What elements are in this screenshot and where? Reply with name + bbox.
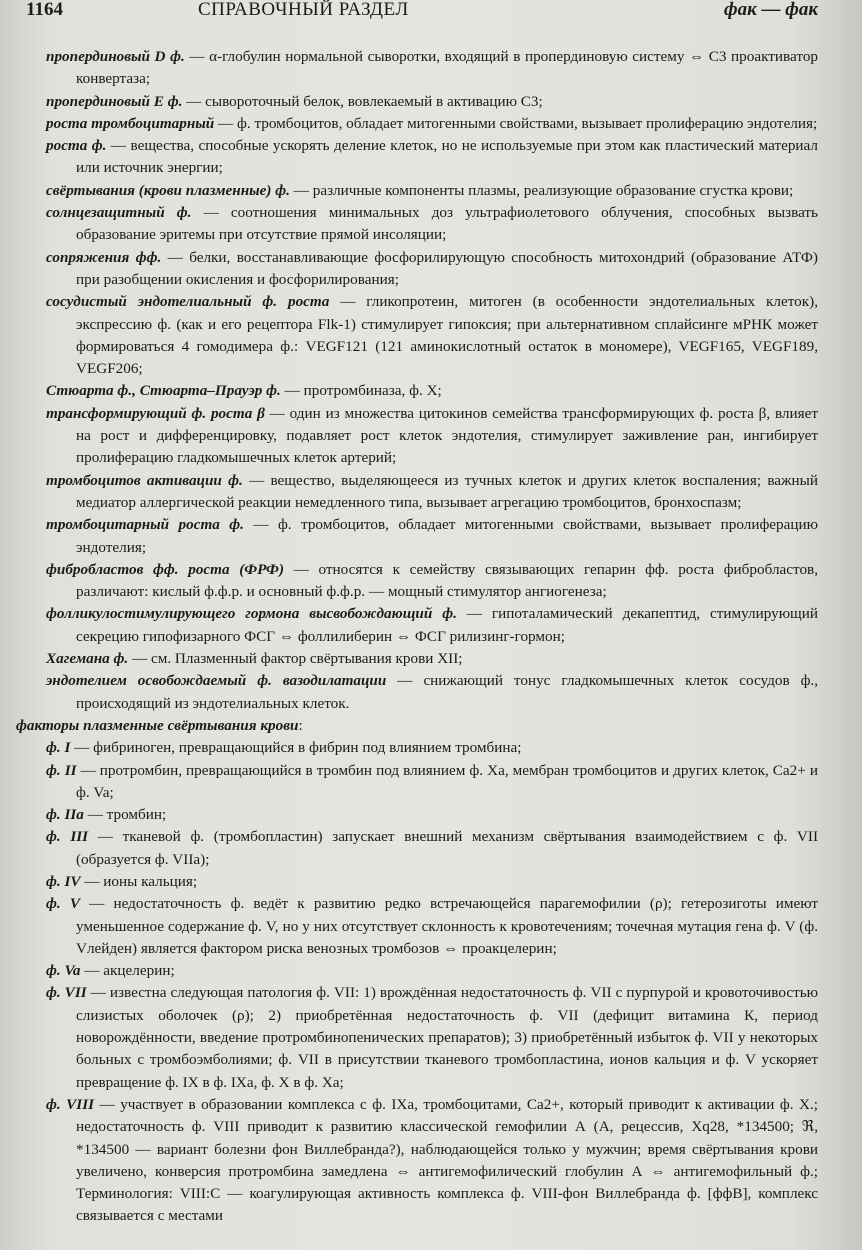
entry-definition: — различные компоненты плазмы, реализующие образование сгустка крови; bbox=[289, 181, 794, 199]
entry-definition: — фибриноген, превращающийся в фибрин под влиянием тромбина; bbox=[70, 739, 522, 757]
entry-term: тромбоцитов активации ф. bbox=[46, 471, 243, 489]
entry-term: фолликулостимулирующего гормона высвобождающий ф. bbox=[46, 605, 457, 623]
entry-definition: — соотношения минимальных доз ультрафиолетового облучения, способных вызвать образование эритемы при отсутствие прямой инсоляции; bbox=[76, 204, 818, 244]
entry-definition: — гликопротеин, митоген (в особенности эндотелиальных клеток), экспрессию ф. (как и его рецептора Flk-1) стимулирует гипоксия; при альтернативном сплайсинге мРНК может формироваться 4 гомодимера ф.: VEGF121 (121 аминокислотный остаток в мономере), VEGF165, VEGF189, VEGF206; bbox=[76, 293, 819, 378]
entry-definition: — снижающий тонус гладкомышечных клеток сосудов ф., происходящий из эндотелиальных клеток. bbox=[76, 672, 818, 712]
dictionary-entry bbox=[46, 670, 818, 715]
entry-term: ф. II bbox=[46, 761, 77, 779]
dictionary-entry bbox=[46, 470, 818, 515]
entry-term: эндотелием освобождаемый ф. вазодилатации bbox=[46, 672, 387, 690]
dictionary-entry bbox=[46, 982, 818, 1093]
dictionary-entry bbox=[46, 135, 818, 180]
page-header bbox=[0, 0, 862, 28]
dictionary-entry bbox=[46, 291, 818, 380]
dictionary-entry bbox=[46, 737, 818, 759]
dictionary-entry bbox=[46, 960, 818, 982]
dictionary-entry bbox=[46, 871, 818, 893]
entry-term: ф. VII bbox=[46, 984, 87, 1002]
entry-definition: — сывороточный белок, вовлекаемый в активацию С3; bbox=[182, 92, 543, 110]
entry-term: ф. IIa bbox=[46, 806, 84, 824]
entry-term: Хагемана ф. bbox=[46, 650, 129, 668]
entry-term: пропердиновый D ф. bbox=[46, 48, 185, 65]
section-title: СПРАВОЧНЫЙ РАЗДЕЛ bbox=[198, 0, 409, 20]
entry-term: роста ф. bbox=[46, 137, 107, 155]
dictionary-entry bbox=[46, 113, 818, 135]
entry-definition: — недостаточность ф. ведёт к развитию редко встречающейся парагемофилии (ρ); гетерозиготы имеют уменьшенное содержание ф. V, но у них отсутствует склонность к кровотечениям; точечная мутация гена ф. V (ф. Vлейден) является фактором риска венозных тромбозов ⇔ проакцелерин; bbox=[76, 895, 818, 957]
dictionary-entry bbox=[46, 893, 818, 960]
dictionary-body bbox=[16, 46, 819, 1228]
subheading: факторы плазменные свёртывания крови: bbox=[16, 716, 303, 734]
dictionary-entry bbox=[46, 559, 818, 604]
entry-list bbox=[46, 46, 818, 715]
entry-term: пропердиновый Е ф. bbox=[46, 92, 183, 110]
entry-definition: — см. Плазменный фактор свёртывания крови XII; bbox=[128, 650, 463, 668]
entry-term: ф. VIII bbox=[46, 1095, 95, 1113]
page-number: 1164 bbox=[26, 0, 63, 20]
dictionary-entry bbox=[46, 91, 818, 113]
entry-definition: — белки, восстанавливающие фосфорилирующую способность митохондрий (образование АТФ) при разобщении окисления и фосфорилирования; bbox=[76, 248, 818, 288]
entry-definition: — ионы кальция; bbox=[80, 872, 198, 890]
entry-definition: — известна следующая патология ф. VII: 1) врождённая недостаточность ф. VII с пурпурой и кровоточивостью слизистых оболочек (ρ); 2) приобретённая недостаточность ф. VII (дефицит витамина К, период новорождённости, введение протромбинопенических препаратов); 3) приобретённый избыток ф. VII у некоторых больных с тромбоэмболиями; ф. VII в присутствии тканевого тромбопластина, ионов кальция и ф. V ускоряет превращение ф. IX в ф. IXa, ф. X в ф. Xa; bbox=[76, 984, 818, 1091]
entry-term: сопряжения фф. bbox=[46, 248, 162, 266]
entry-definition: — ф. тромбоцитов, обладает митогенными свойствами, вызывает пролиферацию эндотелия; bbox=[214, 114, 818, 132]
dictionary-entry bbox=[46, 403, 818, 470]
dictionary-entry bbox=[46, 804, 818, 826]
entry-definition: — акцелерин; bbox=[80, 962, 175, 980]
entry-term: роста тромбоцитарный bbox=[46, 114, 215, 132]
entry-term: сосудистый эндотелиальный ф. роста bbox=[46, 293, 330, 311]
entry-term: ф. Va bbox=[46, 962, 81, 980]
dictionary-entry bbox=[46, 514, 818, 559]
entry-term: солнцезащитный ф. bbox=[46, 204, 192, 222]
entry-definition: — вещество, выделяющееся из тучных клеток и других клеток воспаления; важный медиатор аллергической реакции немедленного типа, вызывает агрегацию тромбоцитов, бронхоспазм; bbox=[76, 471, 819, 511]
entry-term: свёртывания (крови плазменные) ф. bbox=[46, 181, 290, 199]
dictionary-entry bbox=[46, 46, 818, 91]
entry-definition: — протромбин, превращающийся в тромбин под влиянием ф. Xa, мембран тромбоцитов и других клеток, Ca2+ и ф. Va; bbox=[76, 761, 818, 801]
entry-definition: — тромбин; bbox=[83, 806, 167, 824]
entry-definition: — α-глобулин нормальной сыворотки, входящий в пропердиновую систему ⇔ С3 проактиватор конвертаза; bbox=[76, 48, 819, 88]
entry-definition: — тканевой ф. (тромбопластин) запускает внешний механизм свёртывания взаимодействием с ф. VII (образуется ф. VIIa); bbox=[76, 828, 818, 868]
entry-definition: — протромбиназа, ф. X; bbox=[280, 382, 442, 400]
running-head: фак — фак bbox=[724, 0, 818, 20]
dictionary-entry bbox=[46, 826, 818, 871]
entry-term: ф. IV bbox=[46, 872, 81, 890]
dictionary-entry bbox=[46, 648, 818, 670]
entry-term: трансформирующий ф. роста β bbox=[46, 404, 265, 422]
subheading-term: факторы плазменные свёртывания крови bbox=[16, 716, 299, 734]
dictionary-entry bbox=[46, 380, 818, 402]
entry-definition: — участвует в образовании комплекса с ф. IXa, тромбоцитами, Ca2+, который приводит к активации ф. X.; недостаточность ф. VIII приводит к развитию классической гемофилии А (А, рецессив, Xq28, *134500; ℜ, *134500 — вариант болезни фон Виллебранда?), наблюдающейся только у мужчин; время свёртывания крови увеличено, конверсия протромбина замедлена ⇔ антигемофилический глобулин А ⇔ антигемофильный ф.; Терминология: VIII:C — коагулирующая активность комплекса ф. VIII-фон Виллебранда ф. [ффВ], комплекс связывается с местами bbox=[76, 1095, 818, 1225]
entry-definition: — один из множества цитокинов семейства трансформирующих ф. роста β, влияет на рост и дифференцировку, подавляет рост клеток эндотелия, стимулирует заживление ран, ингибирует пролиферацию гладкомышечных клеток артерий; bbox=[76, 404, 818, 467]
entry-term: ф. V bbox=[46, 895, 80, 913]
entry-term: Стюарта ф., Стюарта–Прауэр ф. bbox=[46, 382, 281, 400]
entry-definition: — ф. тромбоцитов, обладает митогенными свойствами, вызывает пролиферацию эндотелия; bbox=[76, 516, 818, 556]
entry-term: ф. I bbox=[46, 739, 71, 757]
entry-definition: — вещества, способные ускорять деление клеток, но не используемые при этом как пластический материал или источник энергии; bbox=[76, 137, 818, 177]
dictionary-entry bbox=[46, 247, 818, 292]
dictionary-entry bbox=[46, 1094, 818, 1228]
dictionary-entry bbox=[46, 202, 818, 247]
dictionary-entry bbox=[46, 760, 818, 805]
entry-term: ф. III bbox=[46, 828, 89, 846]
dictionary-entry bbox=[46, 180, 818, 202]
entry-definition: — гипоталамический декапептид, стимулирующий секрецию гипофизарного ФСГ ⇔ фоллилиберин ⇔ ФСГ рилизинг-гормон; bbox=[76, 605, 818, 645]
entry-term: тромбоцитарный роста ф. bbox=[46, 516, 244, 534]
dictionary-entry bbox=[46, 603, 818, 648]
factor-list bbox=[46, 737, 818, 1228]
entry-term: фибробластов фф. роста (ФРФ) bbox=[46, 560, 285, 578]
entry-definition: — относятся к семейству связывающих гепарин фф. роста фибробластов, различают: кислый ф.ф.р. и основный ф.ф.р. — мощный стимулятор ангиогенеза; bbox=[76, 560, 818, 601]
